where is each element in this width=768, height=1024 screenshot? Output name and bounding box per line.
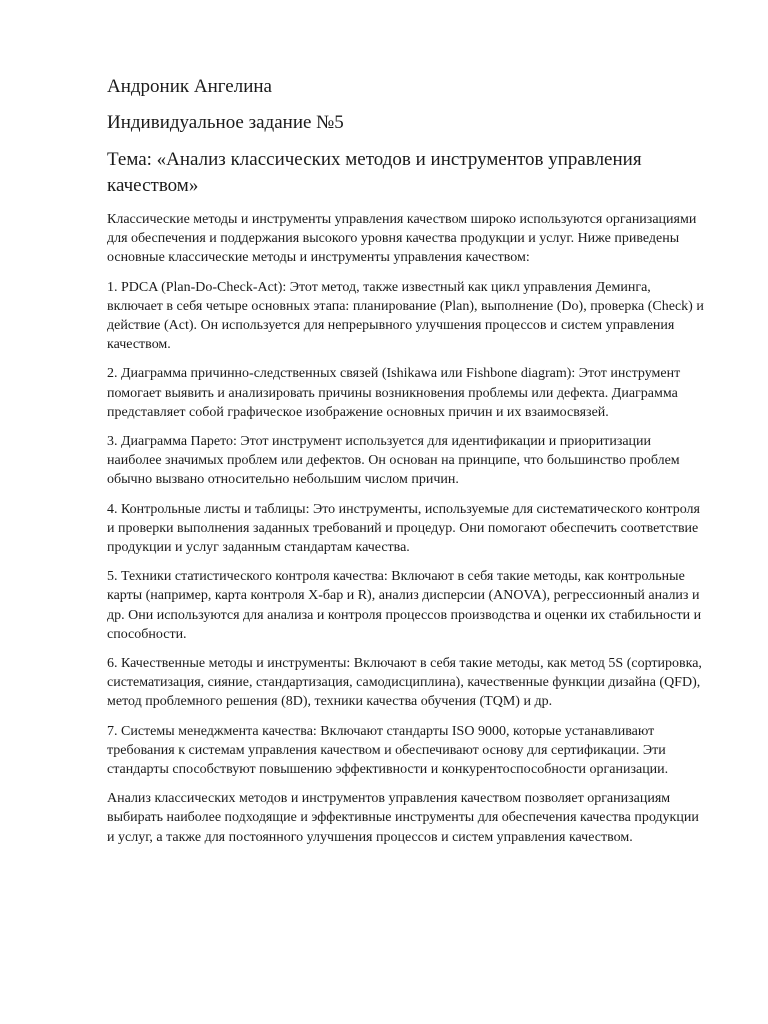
paragraph-pareto: 3. Диаграмма Парето: Этот инструмент используется для идентификации и приоритизации наиболее значимых проблем или дефектов. Он основан на принципе, что большинство проблем обычно вызвано относительно небольшим числом причин.: [107, 434, 680, 488]
paragraph-qms: 7. Системы менеджмента качества: Включают стандарты ISO 9000, которые устанавливают требования к системам управления качеством и обеспечивают основу для сертификации. Эти стандарты способствуют повышению эффективности и конкурентоспособности организации.: [107, 723, 669, 778]
author-name: Андроник Ангелина: [107, 76, 272, 97]
paragraph-quality-methods: 6. Качественные методы и инструменты: Включают в себя такие методы, как метод 5S (сортировка, систематизация, сияние, стандартизация, самодисциплина), качественные функции дизайна (QFD), метод проблемного решения (8D), техники качества обучения (TQM) и др.: [107, 656, 702, 710]
paragraph-pdca: 1. PDCA (Plan-Do-Check-Act): Этот метод, также известный как цикл управления Деминга, включает в себя четыре основных этапа: планирование (Plan), выполнение (Do), проверка (Check) и действие (Act). Он используется для непрерывного улучшения процессов и систем управления качеством.: [107, 279, 704, 353]
paragraph-conclusion: Анализ классических методов и инструментов управления качеством позволяет организациям выбирать наиболее подходящие и эффективные инструменты для обеспечения качества продукции и услуг, а также для постоянного улучшения процессов и систем управления качеством.: [107, 791, 699, 845]
paragraph-statistical-control: 5. Техники статистического контроля качества: Включают в себя такие методы, как контрольные карты (например, карта контроля X-бар и R), анализ дисперсии (ANOVA), регрессионный анализ и др. Они используются для анализа и контроля процессов производства и оценки их стабильности и способности.: [107, 569, 702, 642]
paragraph-checklists: 4. Контрольные листы и таблицы: Это инструменты, используемые для систематического контроля и проверки выполнения заданных требований и процедур. Они помогают обеспечить соответствие продукции и услуг заданным стандартам качества.: [107, 501, 700, 556]
paragraph-intro: Классические методы и инструменты управления качеством широко используются организациями для обеспечения и поддержания высокого уровня качества продукции и услуг. Ниже приведены основные классические методы и инструменты управления качеством:: [107, 212, 697, 266]
paragraph-ishikawa: 2. Диаграмма причинно-следственных связей (Ishikawa или Fishbone diagram): Этот инструмент помогает выявить и анализировать причины возникновения проблемы или дефекта. Диаграмма представляет собой графическое изображение основных причин и их взаимосвязей.: [107, 366, 681, 420]
topic-heading: Тема: «Анализ классических методов и инструментов управления качеством»: [107, 149, 642, 196]
document-body: [107, 74, 707, 857]
assignment-title: Индивидуальное задание №5: [107, 112, 344, 133]
